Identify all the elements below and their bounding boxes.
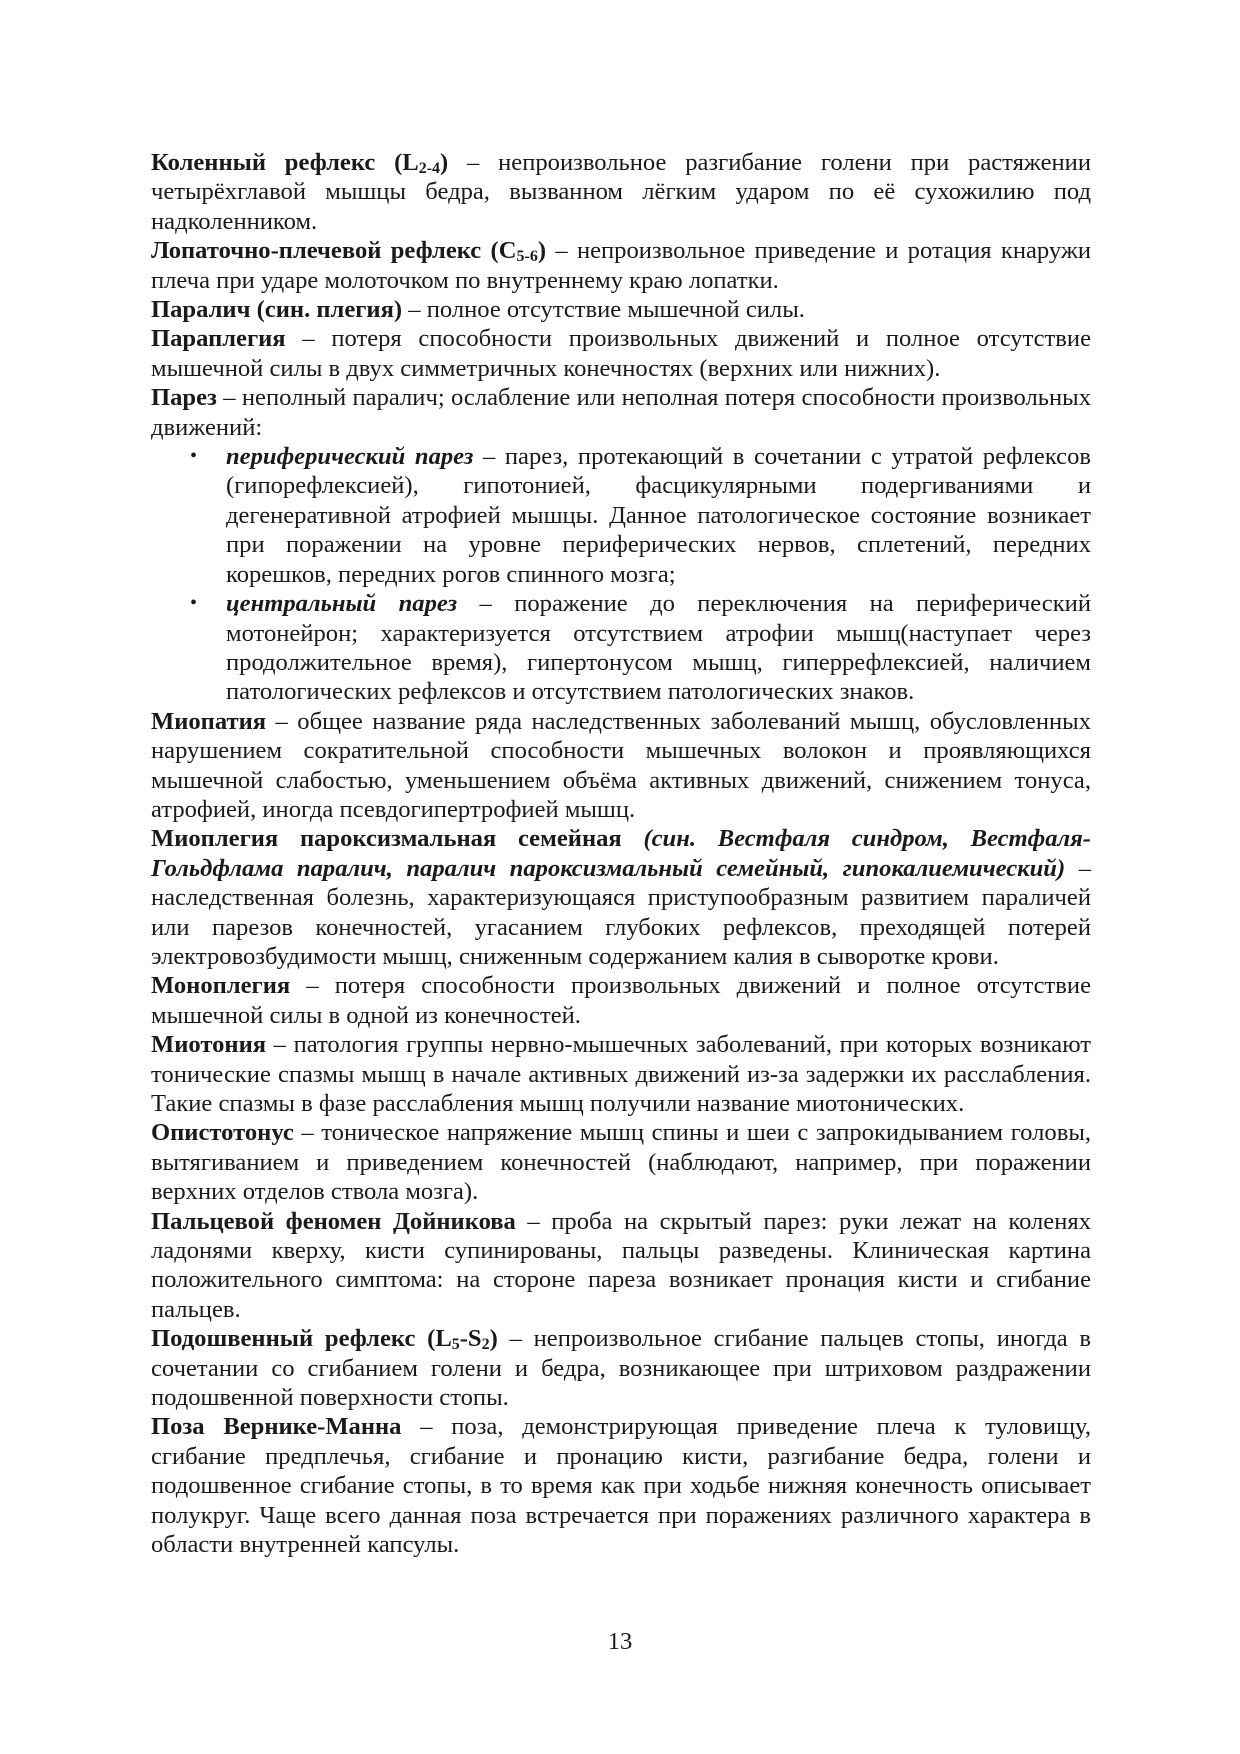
glossary-entry-paralysis — [151, 295, 1091, 324]
entry-definition: – поза, демонстрирующая приведение плеча к туловищу, сгибание предплечья, сгибание и пронацию кисти, разгибание бедра, голени и подошвенное сгибание стопы, в то время как при ходьбе нижняя конечность описывает полукруг. Чаще всего данная поза встречается при поражениях различного характера в области внутренней капсулы. — [151, 1413, 1091, 1559]
entry-definition: – тоническое напряжение мышц спины и шеи с запрокидыванием головы, вытягиванием и приведением конечностей (наблюдают, например, при поражении верхних отделов ствола мозга). — [151, 1119, 1091, 1206]
entry-term: Пальцевой феномен Дойникова — [151, 1207, 516, 1235]
list-item-text: – парез, протекающий в сочетании с утратой рефлексов (гипорефлексией), гипотонией, фасцикулярными подергиваниями и дегенеративной атрофией мышцы. Данное патологическое состояние возникает при поражении на уровне периферических нервов, сплетений, передних корешков, передних рогов спинного мозга; — [226, 443, 1091, 588]
term-text: Коленный рефлекс — [151, 149, 376, 176]
list-item-term: периферический парез — [226, 443, 474, 471]
page-number: 13 — [607, 1628, 633, 1655]
entry-definition: – полное отсутствие мышечной силы. — [402, 296, 805, 324]
segment-suffix: ) — [440, 149, 449, 176]
entry-definition: – потеря способности произвольных движений и полное отсутствие мышечной силы в одной из конечностей. — [151, 972, 1091, 1029]
entry-definition: – непроизвольное приведение и ротация кнаружи плеча при ударе молоточком по внутреннему краю лопатки. — [151, 237, 1091, 294]
entry-term: Миотония — [151, 1031, 267, 1059]
entry-term: Миопатия — [151, 707, 267, 735]
glossary-entry-myotonia — [151, 1030, 1091, 1118]
glossary-entry-plantar-reflex — [151, 1324, 1091, 1412]
entry-definition: – общее название ряда наследственных заболеваний мышц, обусловленных нарушением сократительной способности мышечных волокон и проявляющихся мышечной слабостью, уменьшением объёма активных движений, снижением тонуса, атрофией, иногда псевдогипертрофией мышц. — [151, 707, 1091, 823]
entry-term — [151, 1325, 498, 1352]
glossary-entry-doinikov-finger-phenomenon — [151, 1207, 1091, 1325]
segment-prefix: (L — [375, 149, 419, 176]
paresis-types-list — [151, 442, 1091, 707]
term-text: Подошвенный рефлекс — [151, 1325, 416, 1353]
glossary-entry-paresis — [151, 383, 1091, 442]
segment-subscript: 5 — [451, 1336, 460, 1354]
entry-definition: – неполный паралич; ослабление или неполная потеря способности произвольных движений: — [151, 384, 1091, 441]
segment-subscript: 5-6 — [516, 248, 538, 266]
entry-term — [151, 237, 546, 264]
glossary-entry-scapulohumeral-reflex — [151, 236, 1091, 295]
entry-term — [151, 149, 448, 176]
segment-middle: -S — [459, 1325, 482, 1353]
glossary-entry-wernicke-mann-posture — [151, 1412, 1091, 1559]
list-item-term: центральный парез — [226, 590, 458, 618]
list-item — [190, 589, 1091, 707]
segment-suffix: ) — [537, 237, 547, 265]
bullet-icon: • — [190, 592, 198, 615]
glossary-entry-paraplegia — [151, 324, 1091, 383]
segment-prefix: (L — [415, 1325, 452, 1353]
entry-definition: – проба на скрытый парез: руки лежат на коленях ладонями кверху, кисти супинированы, пальцы разведены. Клиническая картина положительного симптома: на стороне пареза возникает пронация кисти и сгибание пальцев. — [151, 1207, 1091, 1323]
segment-subscript-2: 2 — [481, 1336, 490, 1354]
segment-subscript: 2-4 — [418, 160, 441, 177]
entry-definition: – потеря способности произвольных движений и полное отсутствие мышечной силы в двух симметричных конечностях (верхних или нижних). — [151, 325, 1091, 382]
list-item — [190, 442, 1091, 589]
glossary-entry-knee-reflex — [151, 148, 1091, 236]
entry-term: Моноплегия — [151, 972, 291, 1000]
entry-synonym: (син. Вестфаля синдром, Вестфаля-Гольдфлама паралич, паралич пароксизмальный семейный, гипокалиемический) — [151, 825, 1091, 882]
entry-term: Парез — [151, 384, 217, 412]
segment-prefix: (С — [481, 237, 517, 265]
segment-suffix: ) — [489, 1325, 498, 1353]
entry-definition: – наследственная болезнь, характеризующаяся приступообразным развитием параличей или парезов конечностей, угасанием глубоких рефлексов, преходящей потерей электровозбудимости мышц, сниженным содержанием калия в сыворотке крови. — [151, 854, 1091, 970]
entry-term: Паралич — [151, 296, 251, 324]
entry-term: Опистотонус — [151, 1119, 294, 1147]
glossary-entry-periodic-paralysis — [151, 824, 1091, 971]
entry-definition: – непроизвольное разгибание голени при растяжении четырёхглавой мышцы бедра, вызванном лёгким ударом по её сухожилию под надколенником. — [151, 149, 1091, 235]
entry-term: Параплегия — [151, 325, 286, 353]
glossary-entry-monoplegia — [151, 971, 1091, 1030]
glossary-content — [151, 148, 1091, 1560]
bullet-icon: • — [190, 445, 198, 468]
glossary-entry-myopathy — [151, 707, 1091, 825]
term-text: Лопаточно-плечевой рефлекс — [151, 237, 482, 265]
entry-synonym: (син. плегия) — [250, 296, 403, 324]
glossary-entry-opisthotonus — [151, 1118, 1091, 1206]
list-item-text: – поражение до переключения на периферический мотонейрон; характеризуется отсутствием атрофии мышц(наступает через продолжительное время), гипертонусом мышц, гиперрефлексией, наличием патологических рефлексов и отсутствием патологических знаков. — [226, 590, 1091, 706]
entry-definition: – непроизвольное сгибание пальцев стопы, иногда в сочетании со сгибанием голени и бедра, возникающее при штриховом раздражении подошвенной поверхности стопы. — [151, 1325, 1091, 1412]
entry-definition: – патология группы нервно-мышечных заболеваний, при которых возникают тонические спазмы мышц в начале активных движений из-за задержки их расслабления. Такие спазмы в фазе расслабления мышц получили название миотонических. — [151, 1031, 1091, 1117]
entry-term: Поза Вернике-Манна — [151, 1413, 402, 1441]
entry-term: Миоплегия пароксизмальная семейная — [151, 825, 622, 853]
